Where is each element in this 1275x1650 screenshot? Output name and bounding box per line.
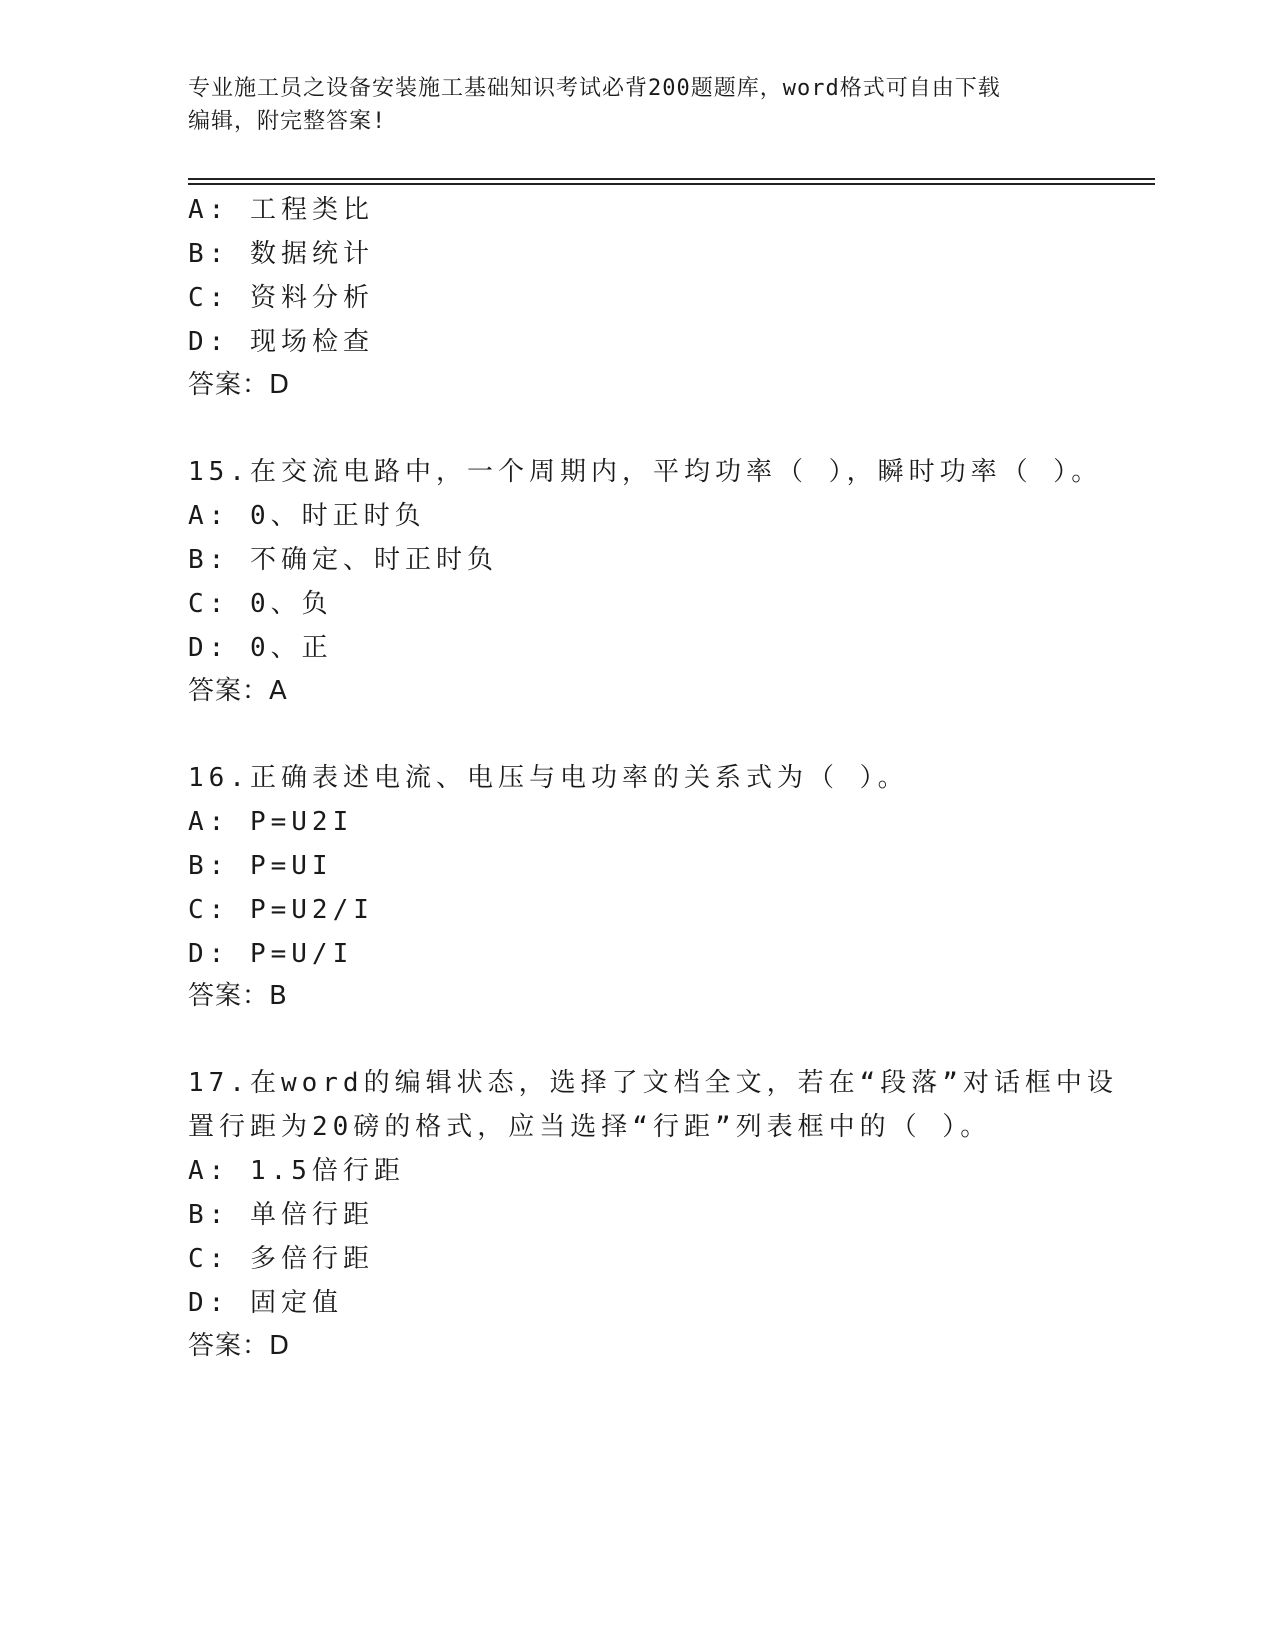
header-divider-top bbox=[188, 178, 1155, 180]
q17-option-d: D: 固定值 bbox=[188, 1288, 343, 1318]
header-divider-bottom bbox=[188, 183, 1155, 185]
q16-option-c: C: P=U2/I bbox=[188, 895, 374, 925]
q14-option-d: D: 现场检查 bbox=[188, 327, 374, 357]
q15-answer: 答案：A bbox=[188, 676, 288, 706]
q15-question: 15.在交流电路中，一个周期内，平均功率（ ），瞬时功率（ ）。 bbox=[188, 457, 1103, 487]
q15-option-b: B: 不确定、时正时负 bbox=[188, 545, 498, 575]
q17-question-line-1: 17.在word的编辑状态，选择了文档全文，若在“段落”对话框中设 bbox=[188, 1068, 1118, 1098]
header-title-line-1: 专业施工员之设备安装施工基础知识考试必背200题题库，word格式可自由下载 bbox=[188, 76, 1001, 101]
q14-answer: 答案：D bbox=[188, 370, 291, 400]
q14-option-b: B: 数据统计 bbox=[188, 239, 374, 269]
q14-option-a: A: 工程类比 bbox=[188, 195, 374, 225]
header-title-line-2: 编辑，附完整答案! bbox=[188, 109, 387, 134]
q17-option-c: C: 多倍行距 bbox=[188, 1244, 374, 1274]
document-header bbox=[188, 72, 1088, 138]
q17-option-a: A: 1.5倍行距 bbox=[188, 1156, 405, 1186]
q16-option-a: A: P=U2I bbox=[188, 807, 354, 837]
q14-option-c: C: 资料分析 bbox=[188, 283, 374, 313]
q16-option-b: B: P=UI bbox=[188, 851, 333, 881]
q17-question-line-2: 置行距为20磅的格式，应当选择“行距”列表框中的（ ）。 bbox=[188, 1112, 992, 1142]
q17-option-b: B: 单倍行距 bbox=[188, 1200, 374, 1230]
q16-option-d: D: P=U/I bbox=[188, 939, 354, 969]
q16-answer: 答案：B bbox=[188, 981, 288, 1011]
q15-option-d: D: 0、正 bbox=[188, 633, 333, 663]
q15-option-c: C: 0、负 bbox=[188, 589, 333, 619]
q16-question: 16.正确表述电流、电压与电功率的关系式为（ ）。 bbox=[188, 763, 909, 793]
q15-option-a: A: 0、时正时负 bbox=[188, 501, 426, 531]
q17-answer: 答案：D bbox=[188, 1331, 291, 1361]
